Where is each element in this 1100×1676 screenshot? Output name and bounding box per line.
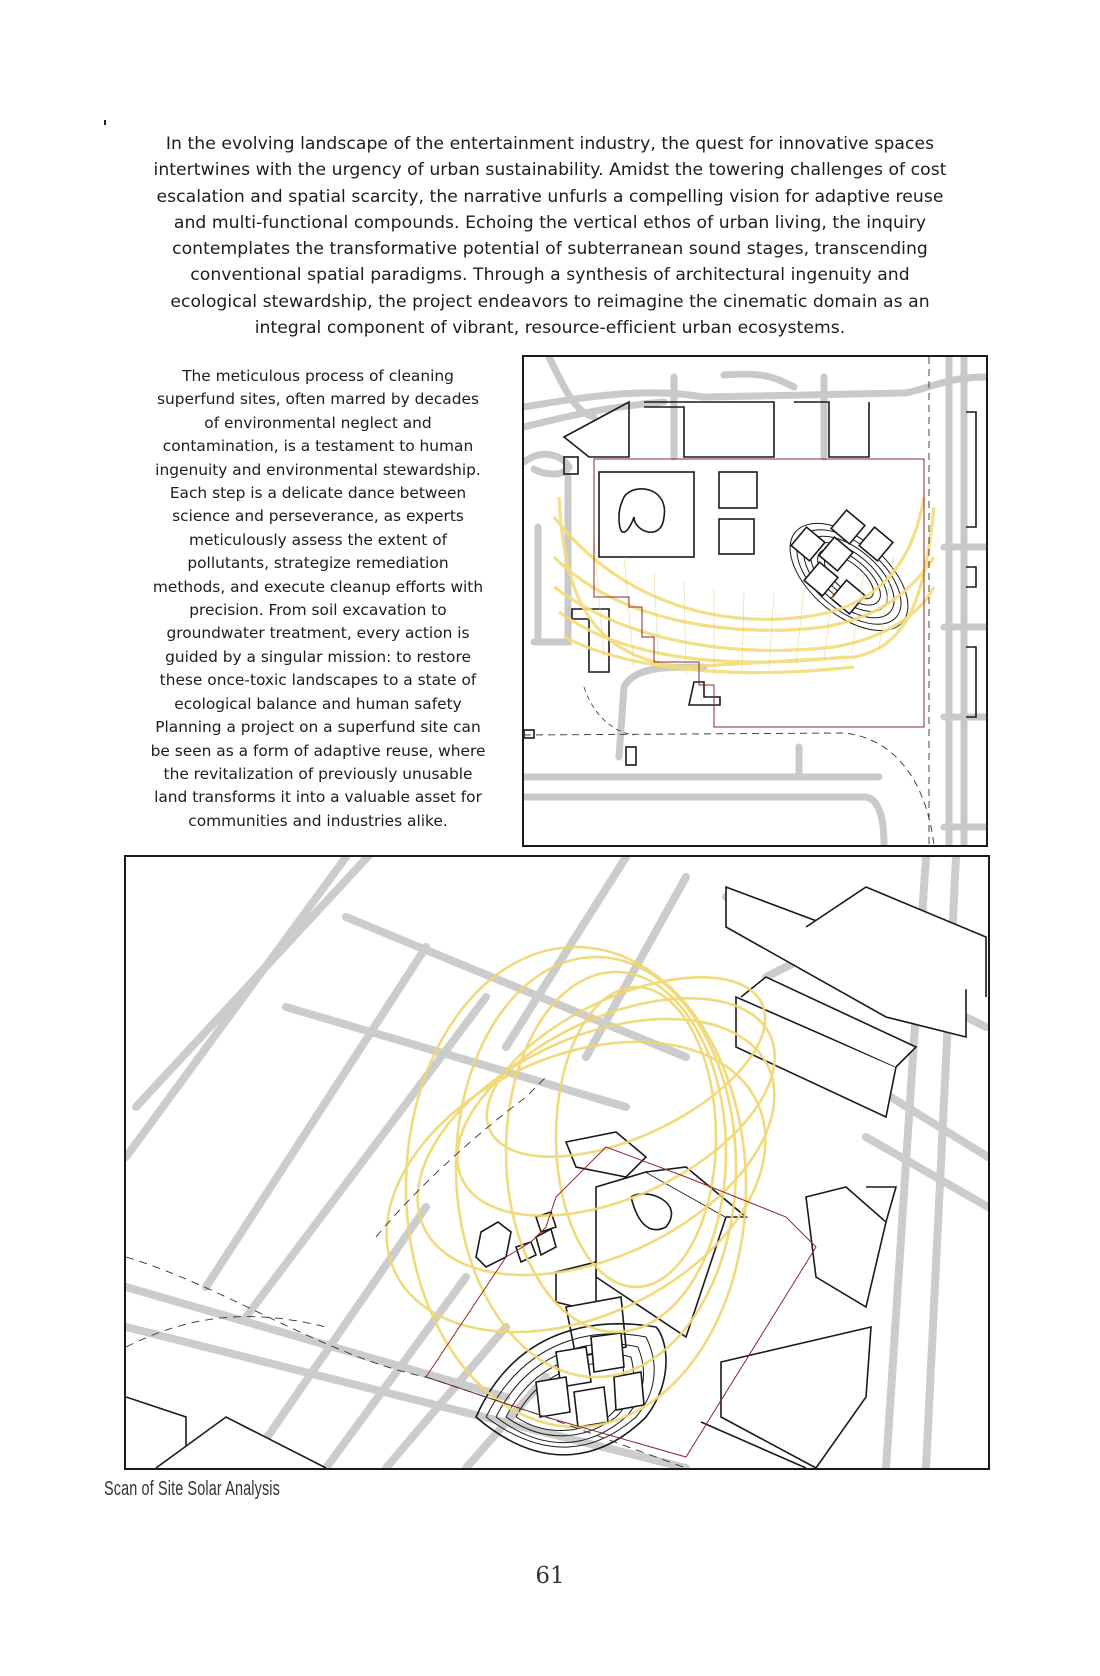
side-line: ingenuity and environmental stewardship.: [155, 460, 481, 479]
side-line: The meticulous process of cleaning: [182, 367, 454, 385]
side-line: science and perseverance, as experts: [172, 507, 464, 526]
figure-caption: Scan of Site Solar Analysis: [104, 1478, 280, 1500]
intro-line: and multi-functional compounds. Echoing the vertical ethos of urban living, the inquiry: [173, 212, 927, 233]
side-line: the revitalization of previously unusable: [163, 764, 473, 783]
stray-mark: [104, 120, 106, 125]
side-line: groundwater treatment, every action is: [166, 624, 470, 643]
plan-buildings: [524, 402, 976, 765]
intro-line: integral component of vibrant, resource-efficient urban ecosystems.: [254, 318, 846, 339]
axonometric-drawing: [126, 857, 988, 1468]
axo-sunken-stage: [476, 1324, 666, 1455]
side-line: of environmental neglect and: [204, 413, 432, 432]
intro-line: conventional spatial paradigms. Through a synthesis of architectural ingenuity and: [190, 265, 910, 286]
intro-paragraph: [100, 131, 1000, 341]
side-line: Each step is a delicate dance between: [169, 484, 467, 503]
intro-line: contemplates the transformative potential of subterranean sound stages, transcending: [172, 239, 928, 260]
side-line: these once-toxic landscapes to a state of: [159, 671, 477, 690]
intro-line: ecological stewardship, the project endeavors to reimagine the cinematic domain as an: [170, 291, 930, 312]
side-line: pollutants, strategize remediation: [187, 554, 449, 573]
side-line: precision. From soil excavation to: [189, 601, 447, 620]
side-line: methods, and execute cleanup efforts with: [152, 577, 484, 596]
superfund-paragraph: [118, 365, 518, 833]
side-line: be seen as a form of adaptive reuse, where: [150, 741, 486, 760]
site-plan-drawing: [524, 357, 986, 845]
intro-line: intertwines with the urgency of urban sustainability. Amidst the towering challenges of cost: [153, 160, 947, 181]
axonometric-figure: [124, 855, 990, 1470]
side-line: land transforms it into a valuable asset for: [154, 788, 482, 807]
intro-line: escalation and spatial scarcity, the narrative unfurls a compelling vision for adaptive reuse: [156, 186, 944, 207]
side-line: superfund sites, often marred by decades: [156, 390, 479, 409]
page-number: 61: [535, 1563, 565, 1589]
plan-dashed-line: [524, 733, 934, 845]
side-line: guided by a singular mission: to restore: [165, 647, 471, 666]
plan-solar-paths: [554, 497, 934, 673]
site-plan-figure: [522, 355, 988, 847]
side-line: meticulously assess the extent of: [188, 530, 448, 549]
side-line: contamination, is a testament to human: [162, 437, 474, 456]
side-line: Planning a project on a superfund site can: [155, 718, 481, 737]
intro-line: In the evolving landscape of the entertainment industry, the quest for innovative spaces: [165, 134, 935, 154]
side-line: communities and industries alike.: [188, 811, 448, 830]
side-line: ecological balance and human safety: [174, 694, 462, 713]
